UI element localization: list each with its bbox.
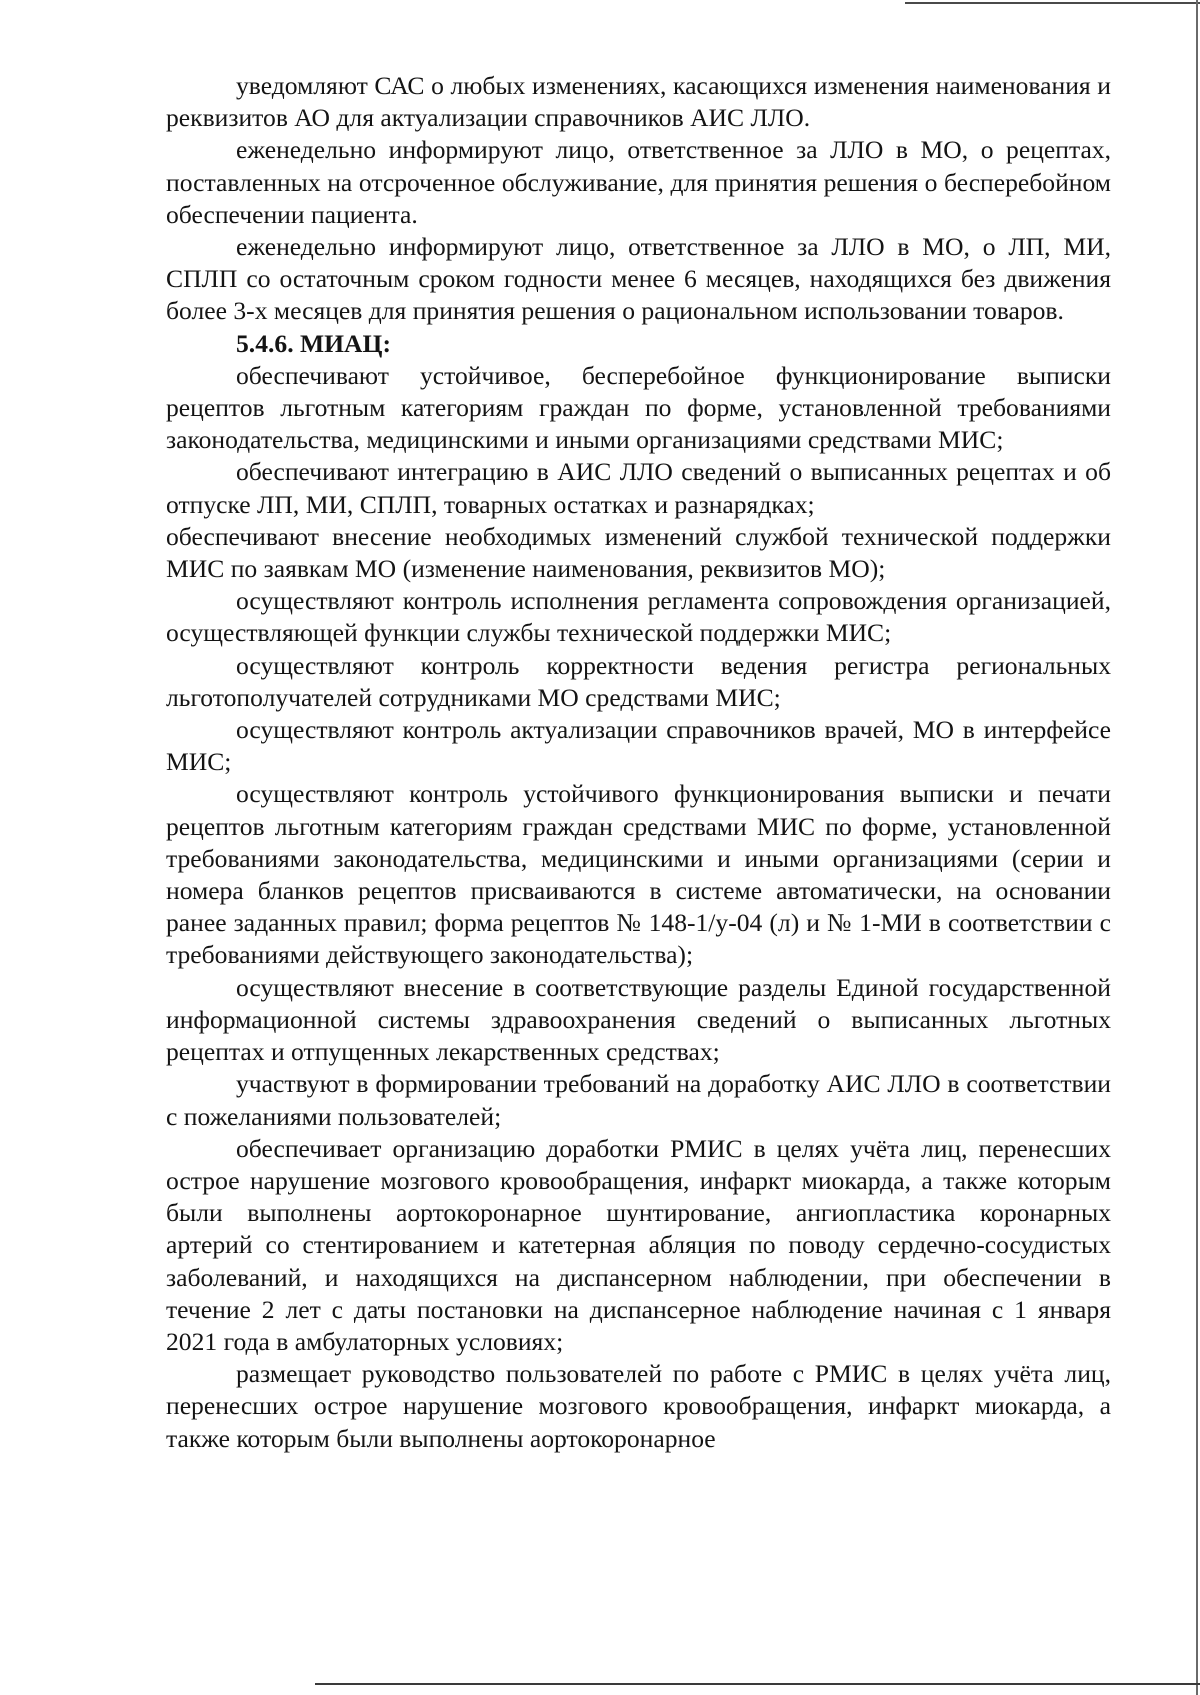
- paragraph-integration: обеспечивают интеграцию в АИС ЛЛО сведений о выписанных рецептах и об отпуске ЛП, МИ, СПЛП, товарных остатках и разнарядках;: [166, 457, 1111, 519]
- document-body: [166, 70, 1111, 1455]
- paragraph-requirements: участвуют в формировании требований на доработку АИС ЛЛО в соответствии с пожеланиями пользователей;: [166, 1069, 1111, 1131]
- paragraph-stable-issuing: обеспечивают устойчивое, бесперебойное функционирование выписки рецептов льготным категориям граждан по форме, установленной требованиями законодательства, медицинскими и иными организациями средствами МИС;: [166, 360, 1111, 455]
- paragraph-deferred-recipes: еженедельно информируют лицо, ответственное за ЛЛО в МО, о рецептах, поставленных на отсроченное обслуживание, для принятия решения о бесперебойном обеспечении пациента.: [166, 135, 1111, 229]
- paragraph-register-control: осуществляют контроль корректности ведения регистра региональных льготополучателей сотрудниками МО средствами МИС;: [166, 650, 1111, 712]
- scan-border-right: [1196, 0, 1198, 1695]
- paragraph-egisz-entry: осуществляют внесение в соответствующие разделы Единой государственной информационной системы здравоохранения сведений о выписанных льготных рецептах и отпущенных лекарственных средствах;: [166, 972, 1111, 1067]
- scan-border-bottom: [315, 1683, 1200, 1685]
- paragraph-expiring-goods: еженедельно информируют лицо, ответственное за ЛЛО в МО, о ЛП, МИ, СПЛП со остаточным сроком годности менее 6 месяцев, находящихся без движения более 3-х месяцев для принятия решения о рациональном использовании товаров.: [166, 232, 1111, 326]
- paragraph-directory-control: осуществляют контроль актуализации справочников врачей, МО в интерфейсе МИС;: [166, 715, 1111, 777]
- scan-border-top: [905, 2, 1200, 4]
- paragraph-sas-notify: уведомляют САС о любых изменениях, касающихся изменения наименования и реквизитов АО для актуализации справочников АИС ЛЛО.: [166, 71, 1111, 133]
- paragraph-rmis-development: обеспечивает организацию доработки РМИС в целях учёта лиц, перенесших острое нарушение мозгового кровообращения, инфаркт миокарда, а также которым были выполнены аортокоронарное шунтирование, ангиопластика коронарных артерий со стентированием и катетерная абляция по поводу сердечно-сосудистых заболеваний, и находящихся на диспансерном наблюдении, при обеспечении в течение 2 лет с даты постановки на диспансерное наблюдение начиная с 1 января 2021 года в амбулаторных условиях;: [166, 1133, 1111, 1356]
- paragraph-user-guide: размещает руководство пользователей по работе с РМИС в целях учёта лиц, перенесших острое нарушение мозгового кровообращения, инфаркт миокарда, а также которым были выполнены аортокоронарное: [166, 1359, 1111, 1453]
- section-heading-miac: 5.4.6. МИАЦ:: [236, 328, 391, 358]
- paragraph-tech-support-changes: обеспечивают внесение необходимых изменений службой технической поддержки МИС по заявкам МО (изменение наименования, реквизитов МО);: [166, 521, 1111, 584]
- paragraph-printing-control: осуществляют контроль устойчивого функционирования выписки и печати рецептов льготным категориям граждан средствами МИС по форме, установленной требованиями законодательства, медицинскими и иными организациями (серии и номера бланков рецептов присваиваются в системе автоматически, на основании ранее заданных правил; форма рецептов № 148-1/у-04 (л) и № 1-МИ в соответствии с требованиями действующего законодательства);: [166, 779, 1111, 970]
- paragraph-regulation-control: осуществляют контроль исполнения регламента сопровождения организацией, осуществляющей функции службы технической поддержки МИС;: [166, 586, 1111, 648]
